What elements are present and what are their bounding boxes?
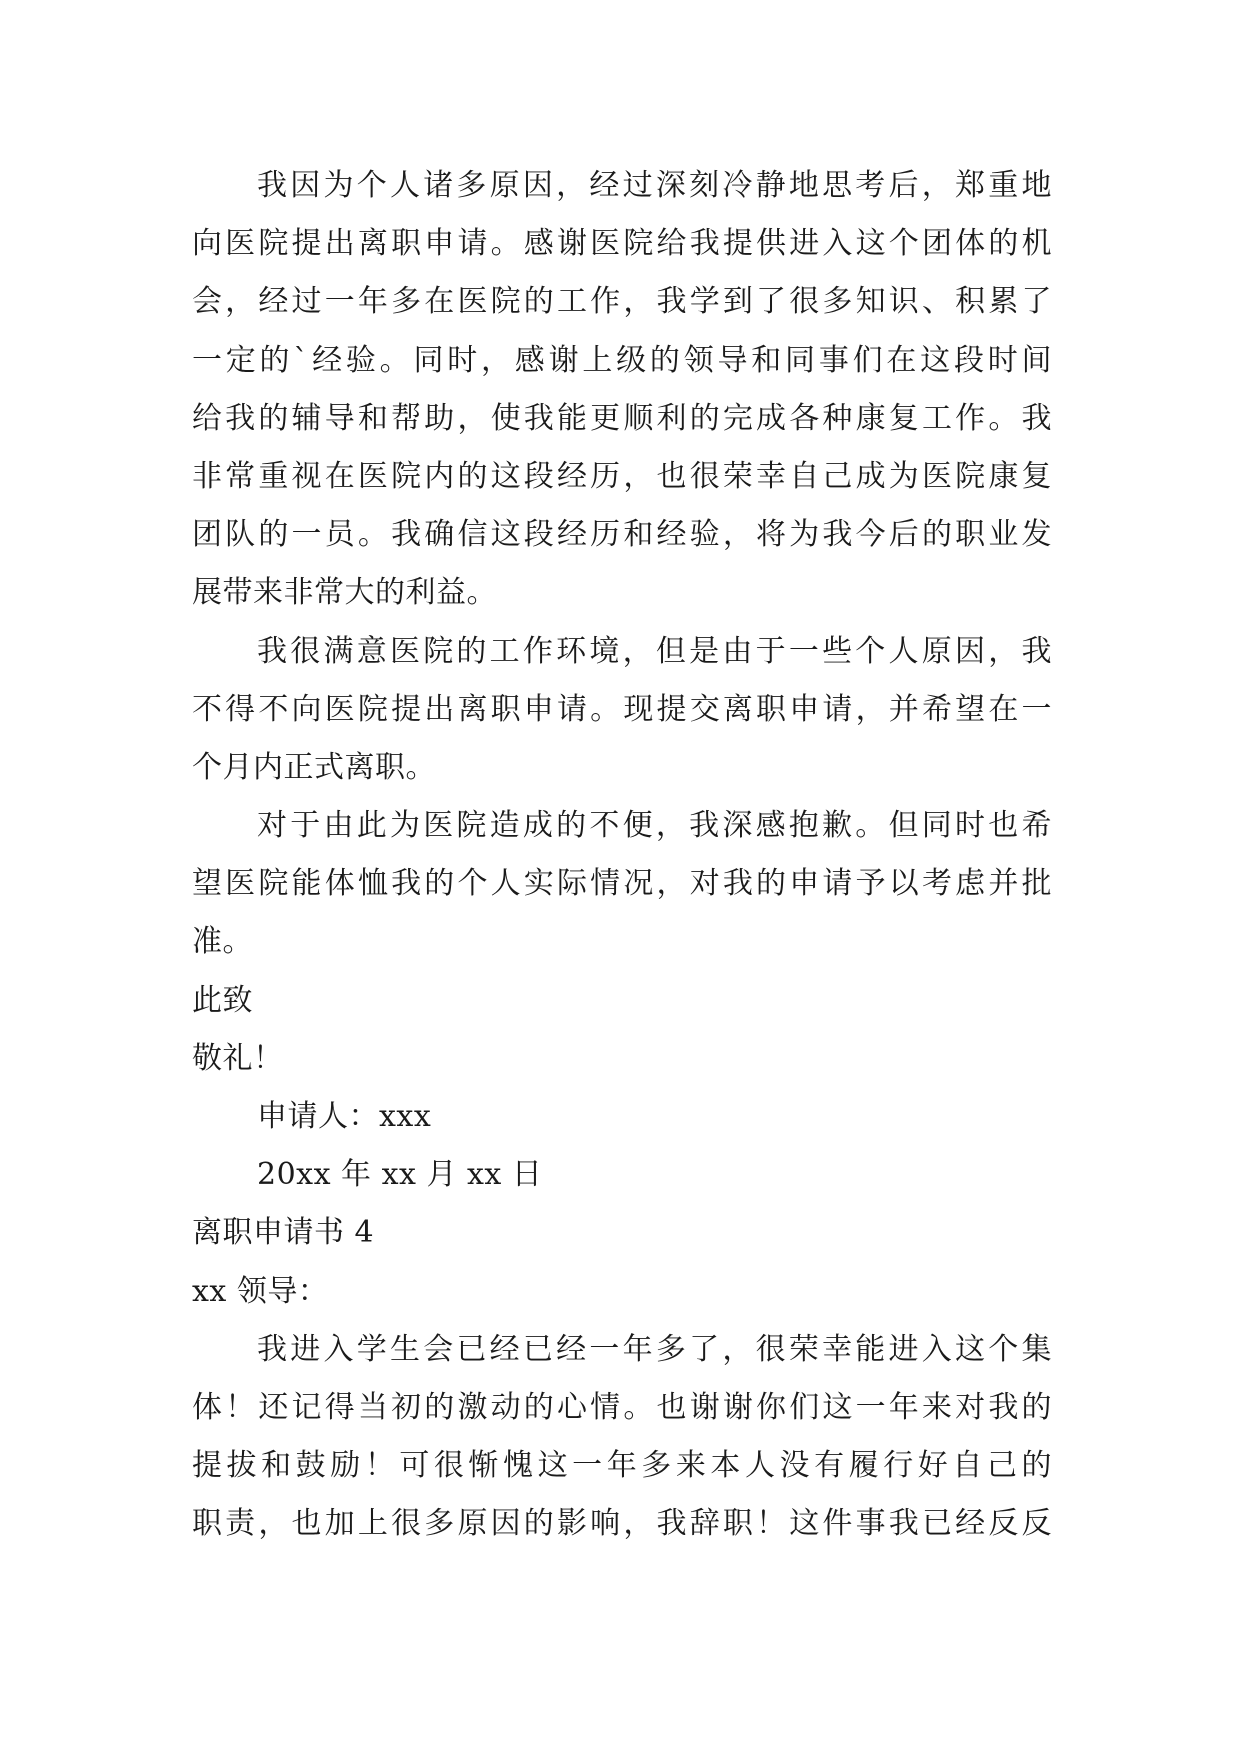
text-line: 给我的辅导和帮助，使我能更顺利的完成各种康复工作。我	[192, 400, 1052, 436]
text-line: 不得不向医院提出离职申请。现提交离职申请，并希望在一	[192, 691, 1052, 727]
text-line: 非常重视在医院内的这段经历，也很荣幸自己成为医院康复	[192, 458, 1052, 494]
closing-salutation: 此致	[192, 982, 253, 1018]
text-line: 职责，也加上很多原因的影响，我辞职！这件事我已经反反	[192, 1506, 1052, 1542]
applicant-signature: 申请人：xxx	[257, 1099, 432, 1134]
section-title: 离职申请书 4	[192, 1215, 375, 1251]
text-line: 准。	[192, 924, 253, 960]
text-line: 向医院提出离职申请。感谢医院给我提供进入这个团体的机	[192, 226, 1052, 262]
letter3-paragraph-3	[192, 797, 1052, 972]
text-line: 望医院能体恤我的个人实际情况，对我的申请予以考虑并批	[192, 866, 1052, 902]
letter-date: 20xx 年 xx 月 xx 日	[257, 1157, 543, 1193]
letter3-paragraph-1	[192, 157, 1052, 623]
text-line: 对于由此为医院造成的不便，我深感抱歉。但同时也希	[257, 808, 1052, 844]
text-line: 个月内正式离职。	[192, 749, 436, 785]
text-line: 我很满意医院的工作环境，但是由于一些个人原因，我	[257, 633, 1052, 669]
text-line: 我进入学生会已经已经一年多了，很荣幸能进入这个集	[257, 1331, 1052, 1367]
letter-salutation: xx 领导：	[192, 1273, 329, 1309]
text-line: 我因为个人诸多原因，经过深刻冷静地思考后，郑重地	[257, 168, 1052, 203]
text-line: 展带来非常大的利益。	[192, 575, 497, 611]
letter3-paragraph-2	[192, 623, 1052, 798]
text-line: 会，经过一年多在医院的工作，我学到了很多知识、积累了	[192, 284, 1052, 320]
closing-regards: 敬礼！	[192, 1040, 284, 1076]
text-line: 体！还记得当初的激动的心情。也谢谢你们这一年来对我的	[192, 1389, 1052, 1425]
text-line: 一定的`经验。同时，感谢上级的领导和同事们在这段时间	[192, 342, 1052, 378]
document-body	[192, 157, 1052, 1554]
text-line: 团队的一员。我确信这段经历和经验，将为我今后的职业发	[192, 517, 1052, 553]
letter4-paragraph-1	[192, 1321, 1052, 1554]
text-line: 提拔和鼓励！可很惭愧这一年多来本人没有履行好自己的	[192, 1448, 1052, 1484]
